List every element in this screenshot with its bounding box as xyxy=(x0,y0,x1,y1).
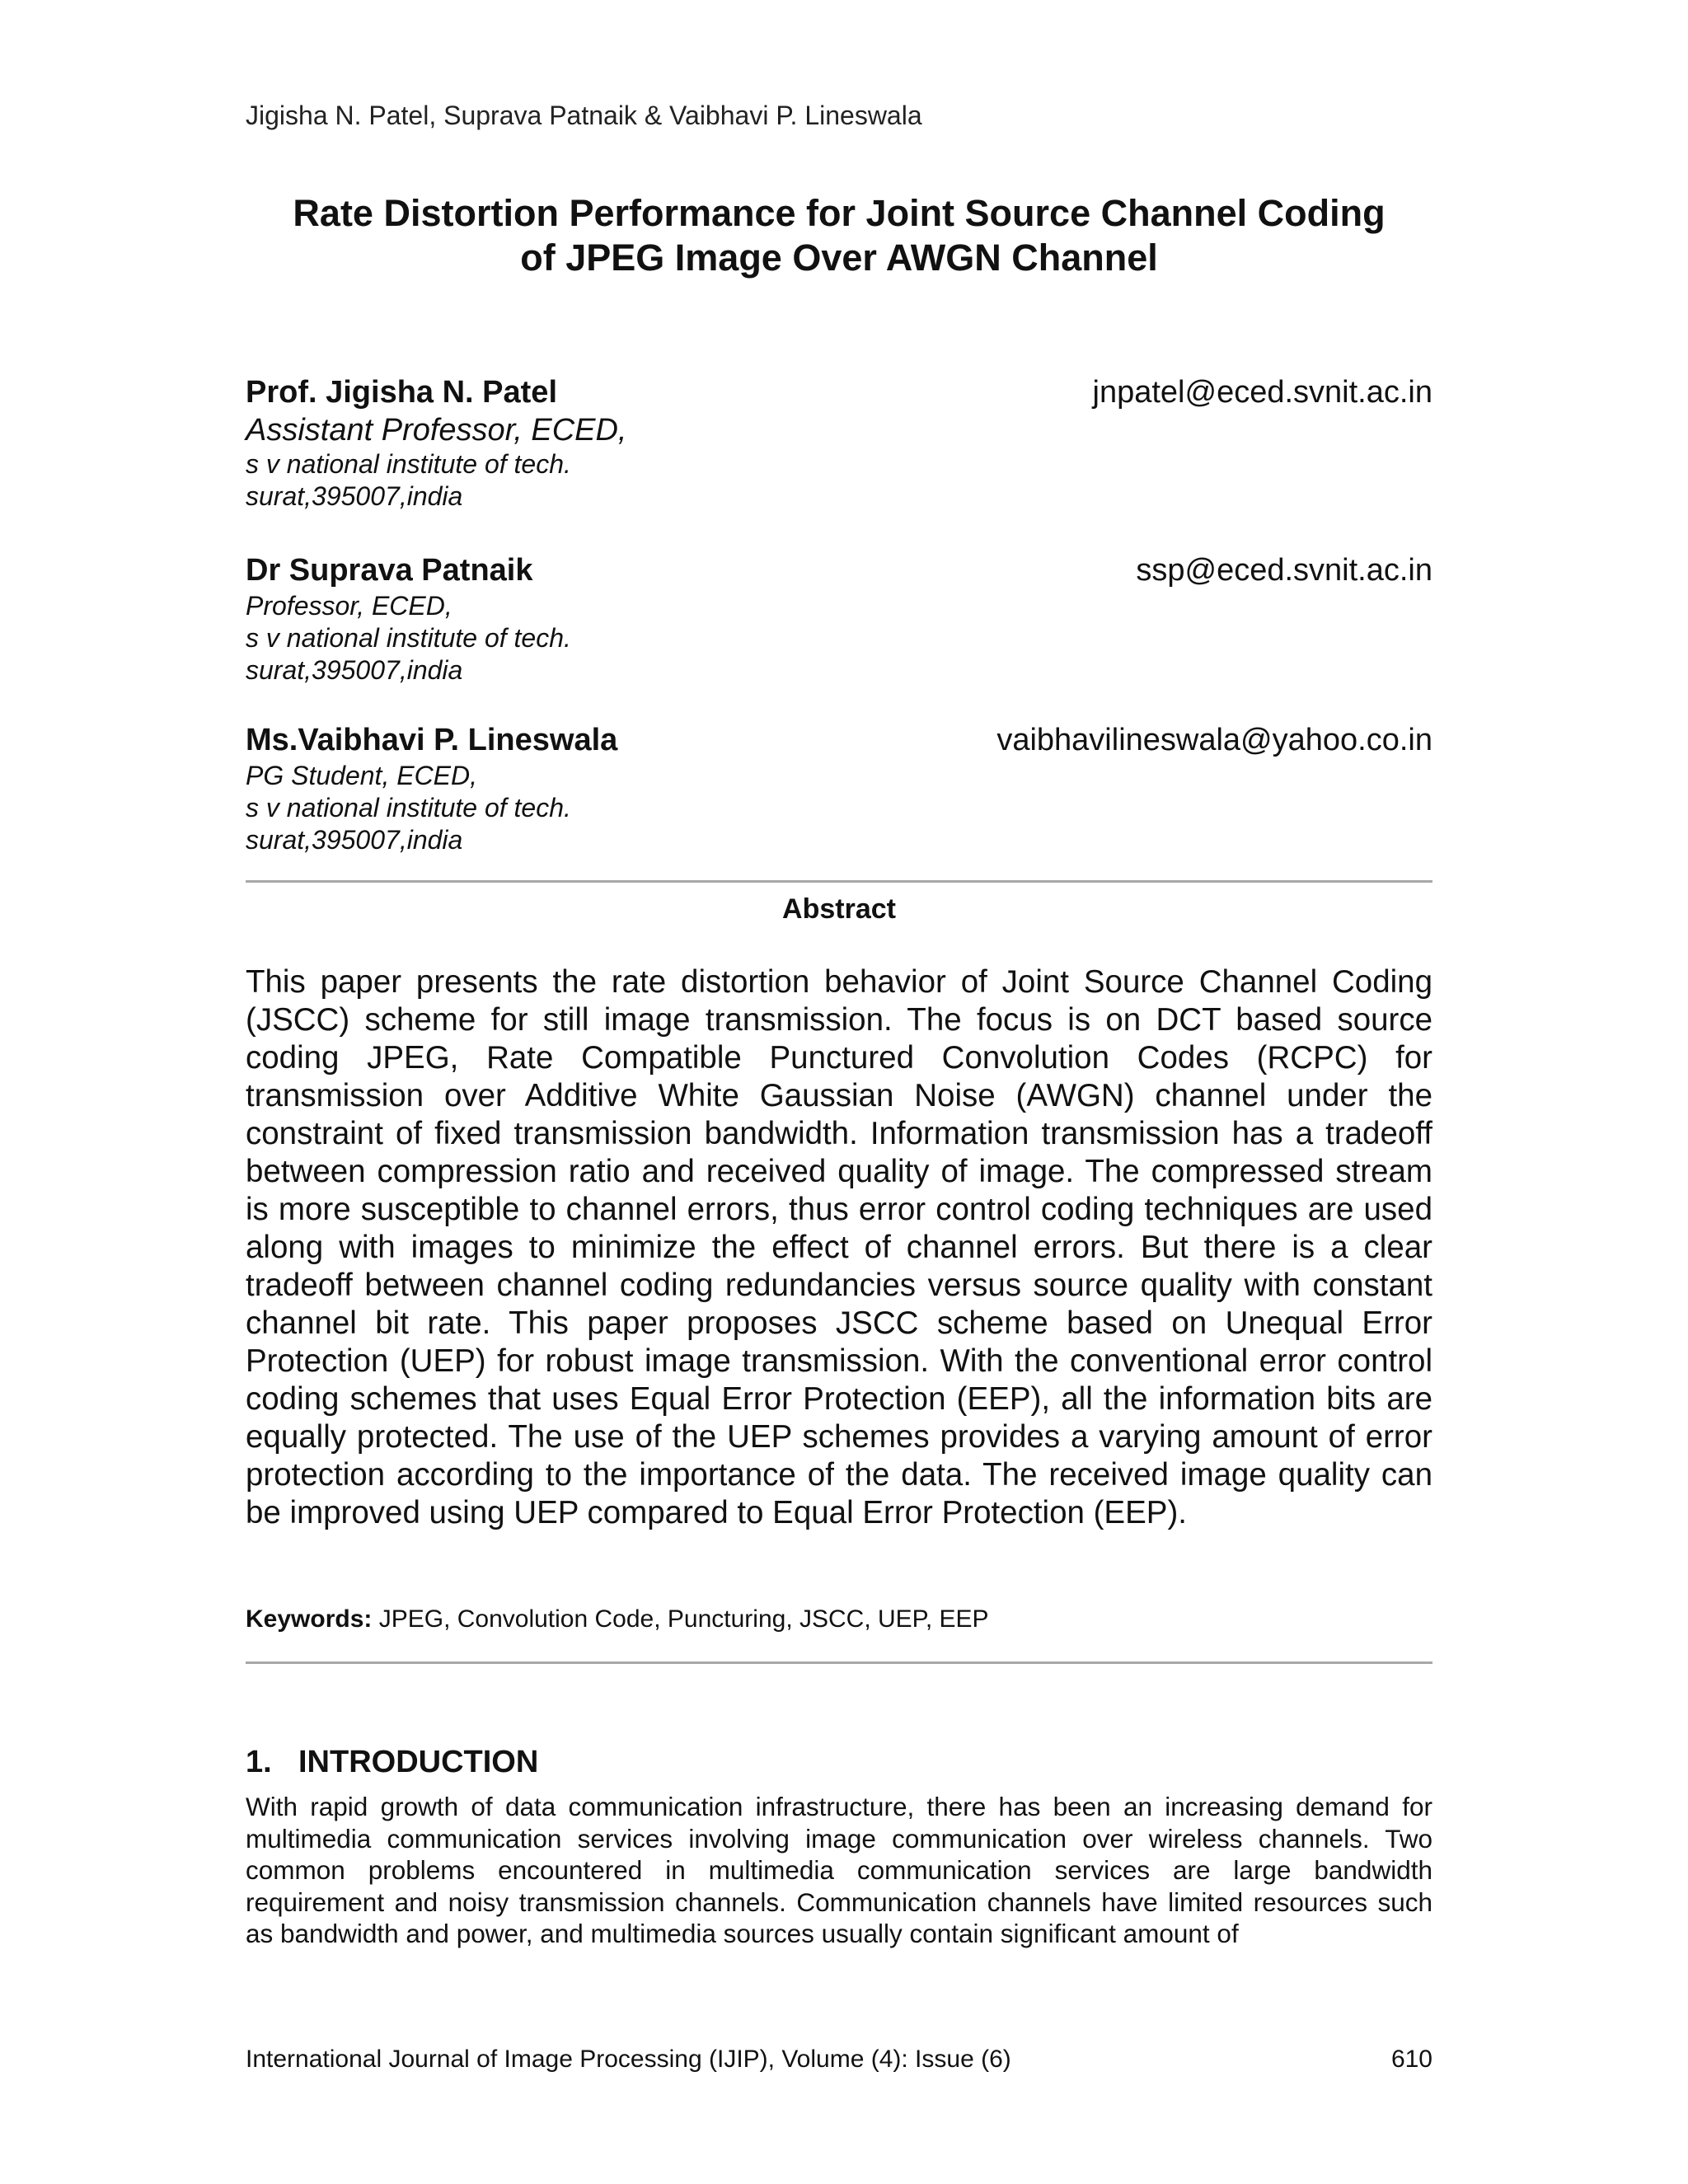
author-affiliation: s v national institute of tech. xyxy=(246,623,571,653)
abstract-text: This paper presents the rate distortion behavior of Joint Source Channel Coding (JSCC) scheme for still image transmission. The focus is on DCT based source coding JPEG, Rate Compatible Punctured Convolution Codes (RCPC) for transmission over Additive White Gaussian Noise (AWGN) channel under the constraint of fixed transmission bandwidth. Information transmission has a tradeoff between compression ratio and received quality of image. The compressed stream is more susceptible to channel errors, thus error control coding techniques are used along with images to minimize the effect of channel errors. But there is a clear tradeoff between channel coding redundancies versus source quality with constant channel bit rate. This paper proposes JSCC scheme based on Unequal Error Protection (UEP) for robust image transmission. With the conventional error control coding schemes that uses Equal Error Protection (EEP), all the information bits are equally protected. The use of the UEP schemes provides a varying amount of error protection according to the importance of the data. The received image quality can be improved using UEP compared to Equal Error Protection (EEP). xyxy=(246,964,1432,1530)
keywords-label: Keywords: xyxy=(246,1605,373,1633)
author-name: Prof. Jigisha N. Patel xyxy=(246,375,557,410)
divider-top xyxy=(246,880,1432,883)
author-affiliation: s v national institute of tech. xyxy=(246,449,571,479)
page-number: 610 xyxy=(1390,2046,1432,2073)
author-block-2 xyxy=(246,551,1432,687)
author-email[interactable]: jnpatel@eced.svnit.ac.in xyxy=(1092,375,1432,410)
paper-title xyxy=(246,191,1432,280)
author-location: surat,395007,india xyxy=(246,655,463,685)
author-role: Professor, ECED, xyxy=(246,591,452,621)
keywords-value: JPEG, Convolution Code, Puncturing, JSCC, UEP, EEP xyxy=(378,1605,989,1633)
author-email[interactable]: vaibhavilineswala@yahoo.co.in xyxy=(996,723,1432,757)
section-number: 1. xyxy=(246,1745,272,1779)
section-title: INTRODUCTION xyxy=(298,1745,539,1779)
paper-title-line-2: of JPEG Image Over AWGN Channel xyxy=(520,237,1158,279)
author-role: PG Student, ECED, xyxy=(246,761,478,790)
introduction-text: With rapid growth of data communication infrastructure, there has been an increasing demand for multimedia communication services involving image communication over wireless channels. Two common problems encountered in multimedia communication services are large bandwidth requirement and noisy transmission channels. Communication channels have limited resources such as bandwidth and power, and multimedia sources usually contain significant amount of xyxy=(246,1792,1432,1948)
author-affiliation: s v national institute of tech. xyxy=(246,793,571,823)
abstract-heading: Abstract xyxy=(782,893,896,925)
author-block-1 xyxy=(246,373,1432,513)
footer-journal: International Journal of Image Processing (IJIP), Volume (4): Issue (6) xyxy=(246,2046,1011,2073)
author-email[interactable]: ssp@eced.svnit.ac.in xyxy=(1136,553,1432,588)
author-role: Assistant Professor, ECED, xyxy=(246,413,627,448)
paper-title-line-1: Rate Distortion Performance for Joint Source Channel Coding xyxy=(293,192,1386,234)
author-block-3 xyxy=(246,720,1432,856)
author-location: surat,395007,india xyxy=(246,825,463,855)
section-heading-introduction xyxy=(246,1742,538,1782)
keywords xyxy=(246,1604,1432,1635)
author-name: Ms.Vaibhavi P. Lineswala xyxy=(246,723,618,757)
author-name: Dr Suprava Patnaik xyxy=(246,553,533,588)
author-location: surat,395007,india xyxy=(246,481,463,511)
divider-bottom xyxy=(246,1661,1432,1664)
running-header: Jigisha N. Patel, Suprava Patnaik & Vaibhavi P. Lineswala xyxy=(246,101,922,130)
